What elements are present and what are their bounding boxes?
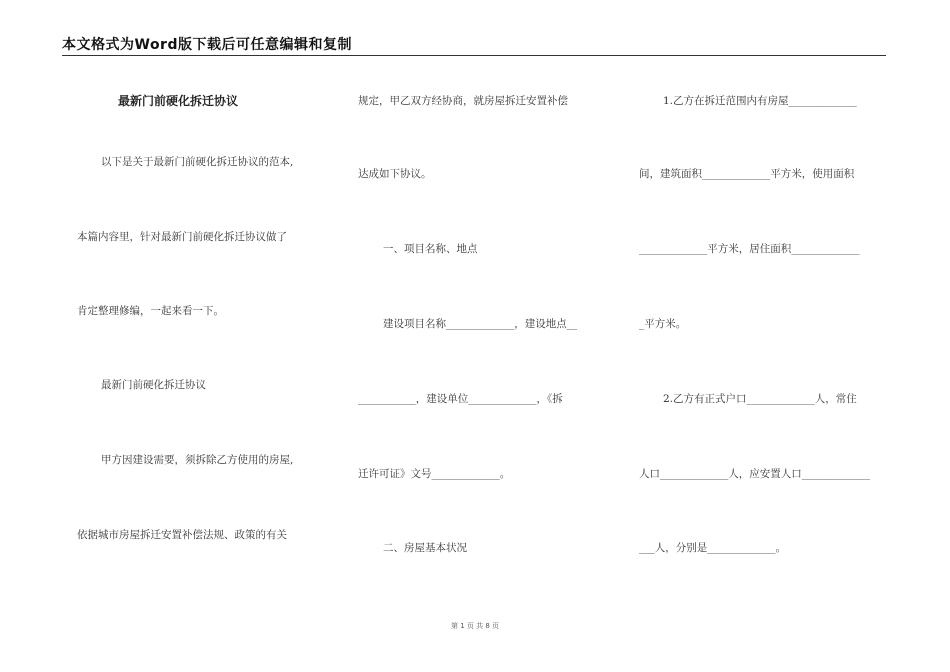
paragraph-line: ___人，分别是_____________。 bbox=[639, 542, 786, 554]
paragraph-line: _____________平方米，居住面积_____________ bbox=[639, 243, 860, 255]
paragraph-line: 达成如下协议。 bbox=[358, 168, 432, 180]
paragraph-line: 人口_____________人，应安置人口_____________ bbox=[639, 468, 870, 480]
paragraph-line: _平方米。 bbox=[639, 318, 687, 330]
paragraph-line: ___________，建设单位_____________，《拆 bbox=[358, 393, 563, 405]
paragraph-line: 建设项目名称_____________，建设地点__ bbox=[383, 318, 578, 330]
page-number: 第 1 页 共 8 页 bbox=[450, 622, 500, 630]
document-title: 最新门前硬化拆迁协议 bbox=[118, 94, 239, 108]
page-header bbox=[62, 33, 886, 56]
paragraph-line: 规定，甲乙双方经协商，就房屋拆迁安置补偿 bbox=[358, 95, 568, 107]
section-heading: 二、房屋基本状况 bbox=[383, 542, 467, 554]
paragraph-line: 肯定整理修编，一起来看一下。 bbox=[77, 305, 224, 317]
paragraph-line: 以下是关于最新门前硬化拆迁协议的范本, bbox=[101, 156, 294, 168]
paragraph-line: 1.乙方在拆迁范围内有房屋_____________ bbox=[663, 95, 857, 107]
paragraph-line: 本篇内容里，针对最新门前硬化拆迁协议做了 bbox=[77, 231, 287, 243]
paragraph-line: 2.乙方有正式户口_____________人，常住 bbox=[663, 393, 857, 405]
paragraph-line: 甲方因建设需要，须拆除乙方使用的房屋, bbox=[101, 454, 294, 466]
paragraph-line: 最新门前硬化拆迁协议 bbox=[101, 379, 206, 391]
paragraph-line: 迁许可证》文号_____________。 bbox=[358, 468, 511, 480]
header-notice: 本文格式为Word版下载后可任意编辑和复制 bbox=[62, 37, 352, 53]
paragraph-line: 依据城市房屋拆迁安置补偿法规、政策的有关 bbox=[77, 529, 287, 541]
paragraph-line: 间，建筑面积_____________平方米，使用面积 bbox=[639, 168, 855, 180]
section-heading: 一、项目名称、地点 bbox=[383, 243, 478, 255]
